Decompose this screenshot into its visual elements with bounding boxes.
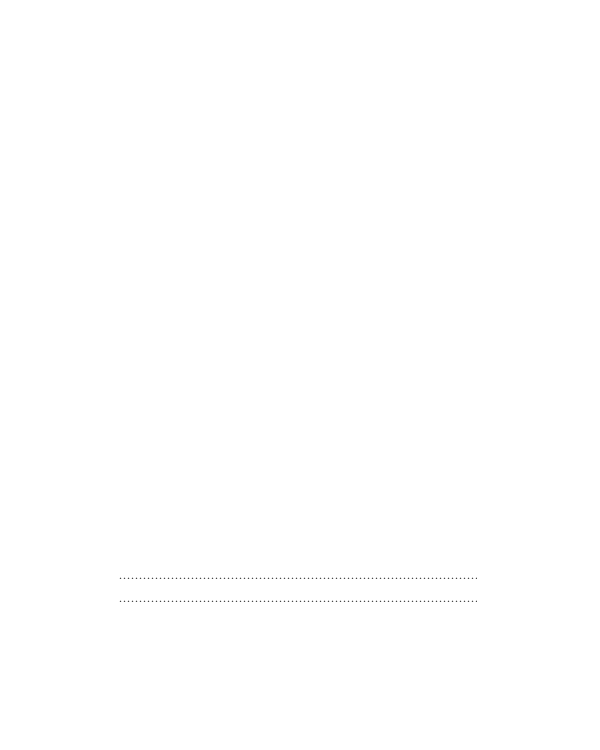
- dot-leader: [119, 592, 477, 605]
- table-of-contents-bottom: [118, 569, 478, 606]
- toc-entry-section[interactable]: [118, 592, 478, 605]
- page-header: [118, 60, 478, 80]
- dot-leader: [119, 569, 477, 582]
- toc-entry-intro[interactable]: [118, 569, 478, 582]
